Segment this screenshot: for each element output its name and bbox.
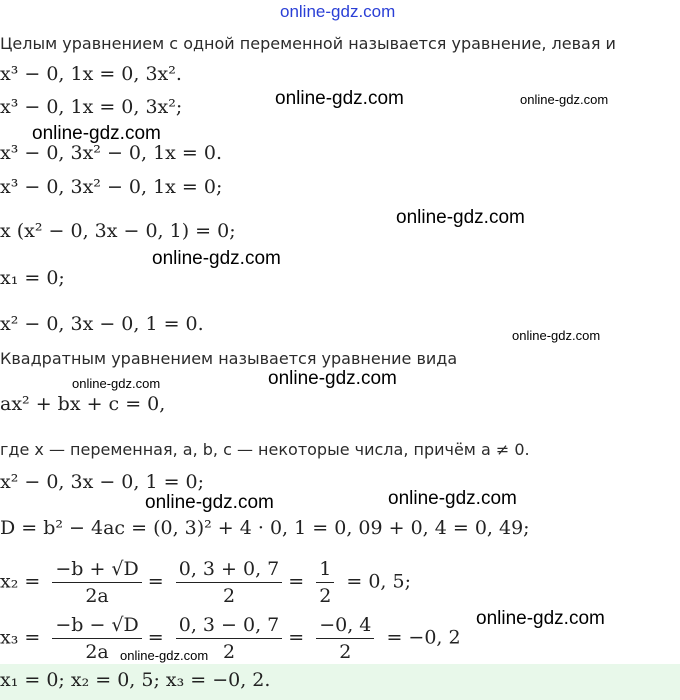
fraction-denominator: 2 <box>339 641 352 663</box>
fraction <box>176 556 283 609</box>
watermark: online-gdz.com <box>388 488 517 509</box>
fraction-numerator: −b + √D <box>52 556 141 583</box>
watermark: online-gdz.com <box>512 328 601 343</box>
watermark: online-gdz.com <box>72 376 161 391</box>
quadratic-definition: Квадратным уравнением называется уравнение вида <box>0 349 458 368</box>
fraction-denominator: 2a <box>85 585 109 607</box>
watermark: online-gdz.com <box>145 492 274 513</box>
discriminant-line: D = b² − 4ac = (0, 3)² + 4 · 0, 1 = 0, 09 + 0, 4 = 0, 49; <box>0 517 530 539</box>
equation-line-4: x³ − 0, 3x² − 0, 1x = 0; <box>0 176 223 198</box>
watermark: online-gdz.com <box>396 207 525 228</box>
general-form: ax² + bx + c = 0, <box>0 393 166 415</box>
equation-line-6: x₁ = 0; <box>0 267 65 289</box>
watermark: online-gdz.com <box>152 248 281 269</box>
equation-repeat: x² − 0, 3x − 0, 1 = 0; <box>0 471 205 493</box>
root-x3-line: x₃ = $\frac{-b - √D}{2a}$ = $\frac{0, 3 - 0, 7}{2}$ = $\frac{-0, 4}{2}$ = −0, 2 <box>0 614 461 663</box>
intro-text: Целым уравнением с одной переменной называется уравнение, левая и <box>0 34 616 53</box>
equation-line-5: x (x² − 0, 3x − 0, 1) = 0; <box>0 220 236 242</box>
watermark: online-gdz.com <box>476 608 605 629</box>
watermark: online-gdz.com <box>120 648 209 663</box>
equation-line-3: x³ − 0, 3x² − 0, 1x = 0. <box>0 142 223 164</box>
fraction-denominator: 2a <box>85 641 109 663</box>
root-x3-result: = −0, 2 <box>386 626 461 649</box>
fraction <box>316 556 334 609</box>
fraction-numerator: 1 <box>316 556 334 583</box>
fraction-denominator: 2 <box>222 585 236 607</box>
fraction <box>52 556 141 609</box>
watermark: online-gdz.com <box>32 123 161 144</box>
fraction-denominator: 2 <box>222 641 236 663</box>
fraction-denominator: 2 <box>319 585 332 607</box>
fraction-numerator: −b − √D <box>52 612 141 639</box>
fraction-numerator: 0, 3 − 0, 7 <box>176 612 283 639</box>
root-x3-lhs: x₃ = <box>0 626 41 649</box>
site-title[interactable]: online-gdz.com <box>280 2 396 21</box>
root-x2-line: x₂ = $\frac{-b + √D}{2a}$ = $\frac{0, 3 + 0, 7}{2}$ = $\frac{1}{2}$ = 0, 5; <box>0 558 411 607</box>
watermark: online-gdz.com <box>520 92 609 107</box>
watermark: online-gdz.com <box>268 368 397 389</box>
fraction-numerator: −0, 4 <box>316 612 374 639</box>
fraction <box>316 612 374 665</box>
equation-line-7: x² − 0, 3x − 0, 1 = 0. <box>0 313 204 335</box>
root-x2-result: = 0, 5; <box>346 570 411 593</box>
answer-line: x₁ = 0; x₂ = 0, 5; x₃ = −0, 2. <box>0 669 271 691</box>
equation-line-2: x³ − 0, 1x = 0, 3x²; <box>0 96 183 118</box>
variables-note: где x — переменная, a, b, c — некоторые числа, причём a ≠ 0. <box>0 440 530 459</box>
answer-band <box>0 664 680 700</box>
fraction-numerator: 0, 3 + 0, 7 <box>176 556 283 583</box>
equation-line-1: x³ − 0, 1x = 0, 3x². <box>0 63 182 85</box>
root-x2-lhs: x₂ = <box>0 570 41 593</box>
watermark: online-gdz.com <box>275 88 404 109</box>
